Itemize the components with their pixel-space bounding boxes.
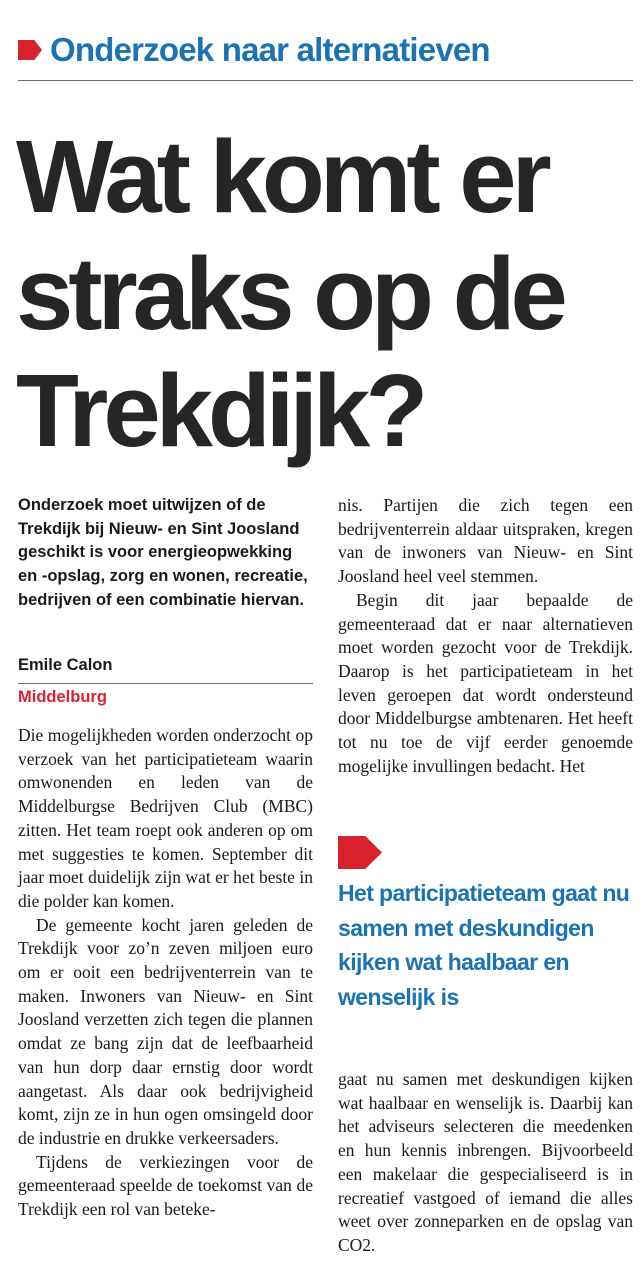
body-paragraph: gaat nu samen met deskundigen kijken wat haalbaar en wenselijk is. Daarbij kan het adviseurs selecteren die meedenken en hun kennis inbrengen. Bijvoorbeeld een makelaar die gespecialiseerd is in recreatief vastgoed of iemand die alles weet over zonneparken en de opslag van CO2. bbox=[338, 1069, 633, 1255]
kicker-divider bbox=[18, 80, 633, 81]
body-paragraph: De gemeente kocht jaren geleden de Trekdijk voor zo’n zeven miljoen euro om er ooit een bedrijventerrein van te maken. Inwoners van Nieuw- en Sint Joosland verzetten zich tegen die plannen omdat ze bang zijn dat de leefbaarheid van hun dorp daar ernstig door wordt aangetast. Als daar ook bedrijvigheid komt, zijn ze in hun ogen omsingeld door de industrie en drukke verkeersaders. bbox=[18, 914, 313, 1148]
lead-paragraph: Onderzoek moet uitwijzen of de Trekdijk bij Nieuw- en Sint Joosland geschikt is voor energieopwekking en -opslag, zorg en wonen, recreatie, bedrijven of een combinatie hiervan. bbox=[18, 496, 308, 609]
body-paragraph: Tijdens de verkiezingen voor de gemeenteraad speelde de toekomst van de Trekdijk een rol van beteke- bbox=[18, 1151, 313, 1220]
section-kicker bbox=[18, 28, 633, 72]
body-column-left bbox=[18, 724, 313, 1222]
red-arrow-icon bbox=[18, 40, 42, 60]
quote-arrow-icon bbox=[338, 836, 382, 869]
headline-line: Wat komt er bbox=[16, 119, 547, 234]
body-column-right-bottom bbox=[338, 1068, 633, 1258]
body-paragraph: Begin dit jaar bepaalde de gemeenteraad dat er naar alternatieven moet worden gezocht voor de Trekdijk. Daarop is het participatieteam in het leven geroepen dat wordt ondersteund door Middelburgse ambtenaren. Het heeft tot nu toe de vijf eerder genoemde mogelijke invullingen bedacht. Het bbox=[338, 589, 633, 776]
kicker-text: Onderzoek naar alternatieven bbox=[50, 31, 490, 68]
pull-quote: Het participatieteam gaat nu samen met deskundigen kijken wat haalbaar en wenselijk is bbox=[338, 880, 630, 1010]
headline-line: Trekdijk? bbox=[16, 353, 424, 468]
byline-author: Emile Calon bbox=[18, 656, 113, 674]
body-paragraph: nis. Partijen die zich tegen een bedrijventerrein aldaar uitspraken, kregen van de inwoners van Nieuw- en Sint Joosland heel veel stemmen. bbox=[338, 495, 633, 587]
headline bbox=[16, 118, 641, 469]
headline-line: straks op de bbox=[16, 236, 563, 351]
body-column-right-top bbox=[338, 494, 633, 778]
byline-divider bbox=[18, 683, 313, 684]
body-paragraph: Die mogelijkheden worden onderzocht op verzoek van het participatieteam waarin omwonenden en leden van de Middelburgse Bedrijven Club (MBC) zitten. Het team roept ook anderen op om met suggesties te komen. September dit jaar moet duidelijk zijn wat er het beste in die polder kan komen. bbox=[18, 725, 313, 911]
byline-place: Middelburg bbox=[18, 688, 107, 706]
